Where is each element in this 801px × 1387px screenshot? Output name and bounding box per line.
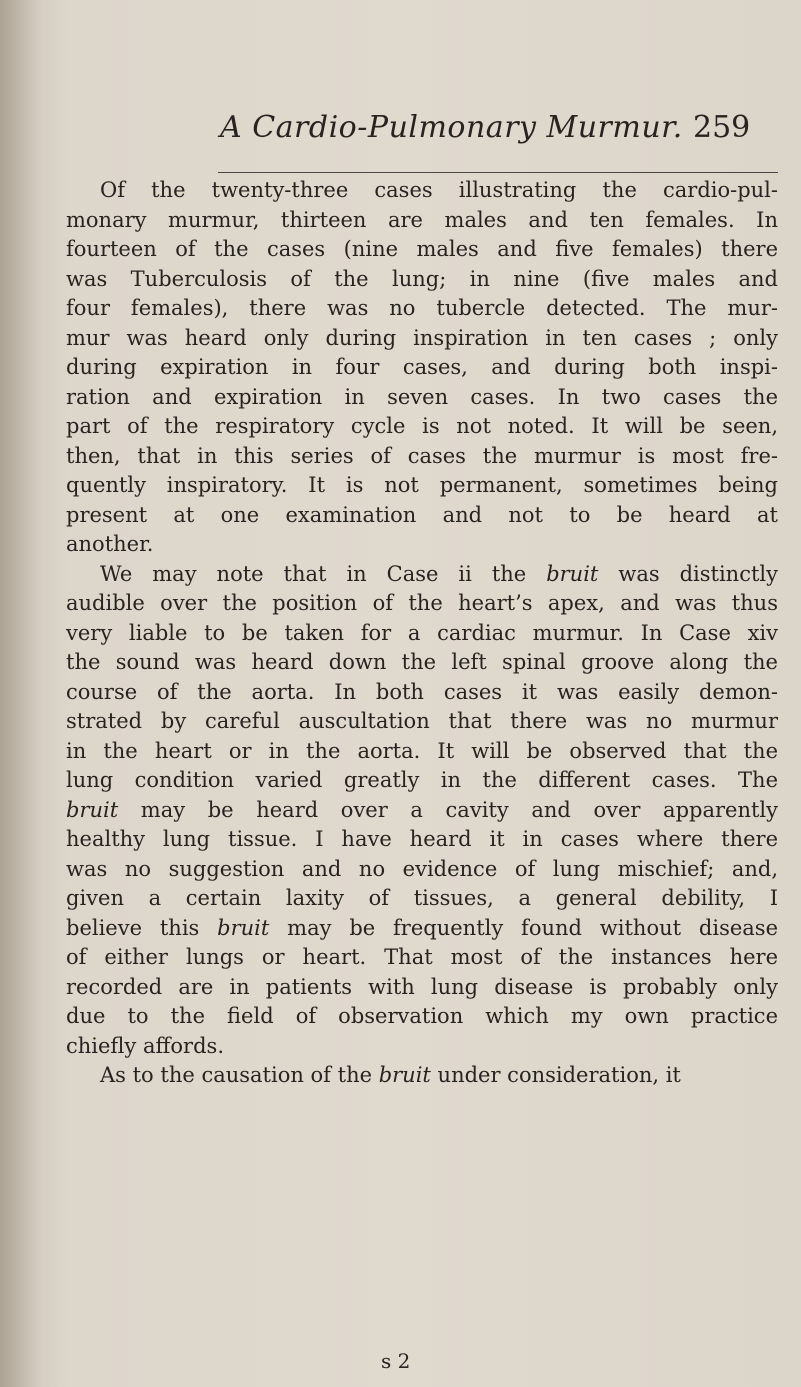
text-line: Of the twenty-three cases illustrating the cardio-pul- [100, 178, 778, 202]
text-line: present at one examination and not to be heard at [66, 502, 778, 527]
text-line: We may note that in Case ii the bruit was distinctly [100, 561, 778, 586]
page-gutter-shadow [0, 0, 42, 1387]
text-line: audible over the position of the heart’s apex, and was thus [66, 591, 778, 615]
text-line: healthy lung tissue. I have heard it in cases where there [66, 827, 778, 851]
page-header [0, 100, 801, 160]
text-line: As to the causation of the bruit under consideration, it [100, 1063, 681, 1087]
text-line: chiefly affords. [66, 1033, 224, 1058]
paragraph [66, 176, 778, 560]
text-line: part of the respiratory cycle is not noted. It will be seen, [66, 414, 778, 438]
text-line: bruit may be heard over a cavity and over apparently [66, 797, 778, 822]
text-line: recorded are in patients with lung disease is probably only [66, 974, 778, 999]
text-line: fourteen of the cases (nine males and five females) there [66, 237, 778, 261]
text-line: another. [66, 532, 154, 556]
text-line: was no suggestion and no evidence of lung mischief; and, [66, 856, 778, 881]
text-line: very liable to be taken for a cardiac murmur. In Case xiv [66, 620, 778, 645]
text-line: strated by careful auscultation that there was no murmur [66, 709, 778, 733]
paragraph [66, 1061, 778, 1091]
text-line: due to the field of observation which my own practice [66, 1004, 778, 1028]
text-line: given a certain laxity of tissues, a general debility, I [66, 886, 778, 910]
text-line: during expiration in four cases, and during both inspi- [66, 355, 778, 379]
text-line: of either lungs or heart. That most of the instances here [66, 945, 778, 969]
text-line: then, that in this series of cases the murmur is most fre- [66, 443, 778, 468]
page-number: 259 [693, 110, 751, 145]
text-line: monary murmur, thirteen are males and ten females. In [66, 207, 778, 232]
text-line: quently inspiratory. It is not permanent, sometimes being [66, 473, 778, 497]
text-line: course of the aorta. In both cases it was easily demon- [66, 679, 778, 704]
header-rule [218, 172, 778, 173]
text-line: in the heart or in the aorta. It will be observed that the [66, 738, 778, 763]
paragraph [66, 560, 778, 1062]
text-line: mur was heard only during inspiration in ten cases ; only [66, 325, 778, 350]
text-line: believe this bruit may be frequently found without disease [66, 915, 778, 940]
signature-mark: s 2 [381, 1349, 411, 1373]
text-line: the sound was heard down the left spinal groove along the [66, 650, 778, 674]
text-line: was Tuberculosis of the lung; in nine (five males and [66, 266, 778, 291]
text-line: lung condition varied greatly in the different cases. The [66, 768, 778, 792]
running-title: A Cardio-Pulmonary Murmur. [220, 110, 683, 145]
text-line: four females), there was no tubercle detected. The mur- [66, 296, 778, 320]
body-text [66, 176, 778, 1091]
text-line: ration and expiration in seven cases. In two cases the [66, 384, 778, 409]
